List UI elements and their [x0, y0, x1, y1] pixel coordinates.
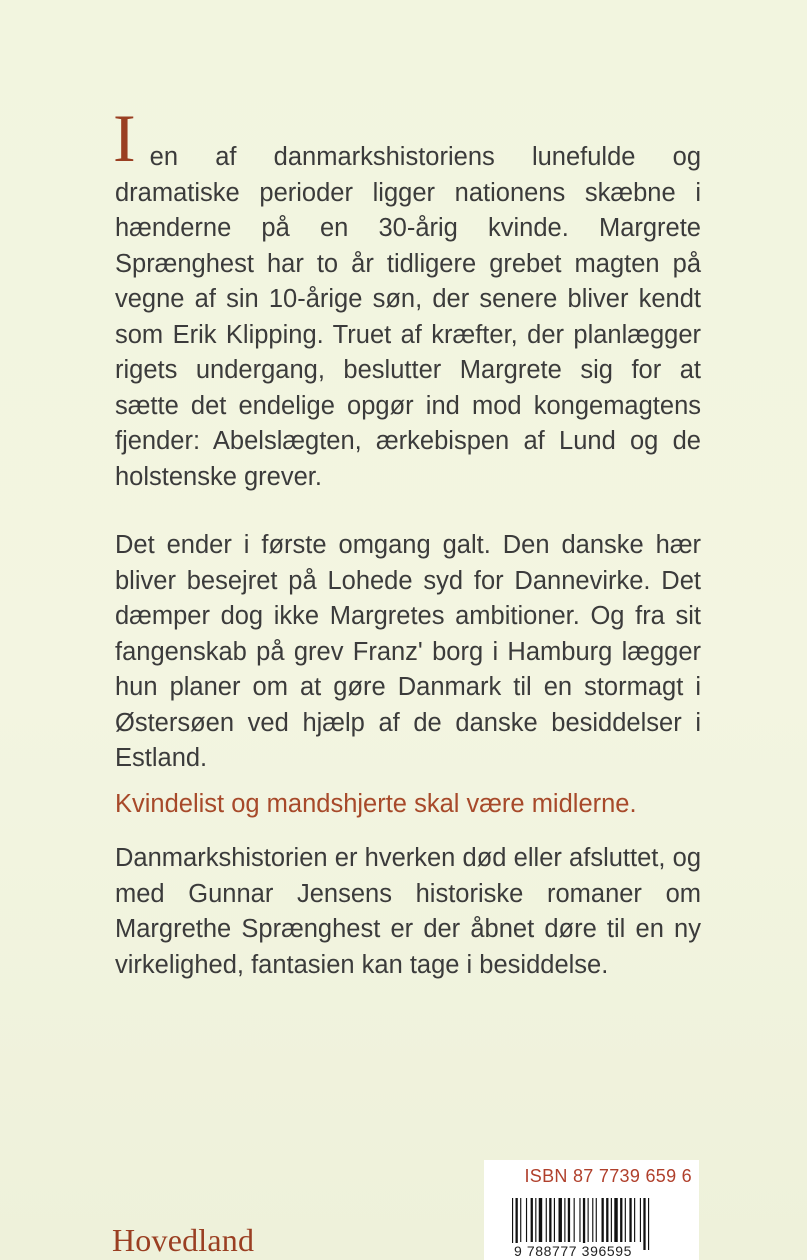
publisher-logo: Hovedland — [112, 1222, 255, 1258]
blurb-paragraph-1 — [113, 100, 701, 495]
blurb-paragraph-3: Danmarkshistorien er hverken død eller afsluttet, og med Gunnar Jensens historiske romaner om Margrethe Sprænghest er der åbnet døre til en ny virkelighed, fantasien kan tage i besiddelse. — [115, 844, 701, 979]
paragraph-1-text: en af danmarkshistoriens lunefulde og dramatiske perioder ligger nationens skæbne i hænderne på en 30-årig kvinde. Margrete Sprænghest har to år tidligere grebet magten på vegne af sin 10-årige søn, der senere bliver kendt som Erik Klipping. Truet af kræfter, der planlægger rigets undergang, beslutter Margrete sig for at sætte det endelige opgør ind mod kongemagtens fjender: Abelslægten, ærkebispen af Lund og de holstenske grever. — [115, 143, 701, 491]
highlight-line: Kvindelist og mandshjerte skal være midlerne. — [115, 790, 637, 818]
blurb-paragraph-2: Det ender i første omgang galt. Den danske hær bliver besejret på Lohede syd for Dannevirke. Det dæmper dog ikke Margretes ambitioner. Og fra sit fangenskab på grev Franz' borg i Hamburg lægger hun planer om at gøre Danmark til en stormagt i Østersøen ved hjælp af de danske besiddelser i Estland. — [115, 531, 701, 772]
isbn-number: ISBN 87 7739 659 6 — [524, 1166, 692, 1186]
isbn-barcode-box — [484, 1160, 699, 1260]
barcode-digits: 9 788777 396595 — [514, 1243, 632, 1259]
drop-cap: I — [113, 100, 136, 176]
